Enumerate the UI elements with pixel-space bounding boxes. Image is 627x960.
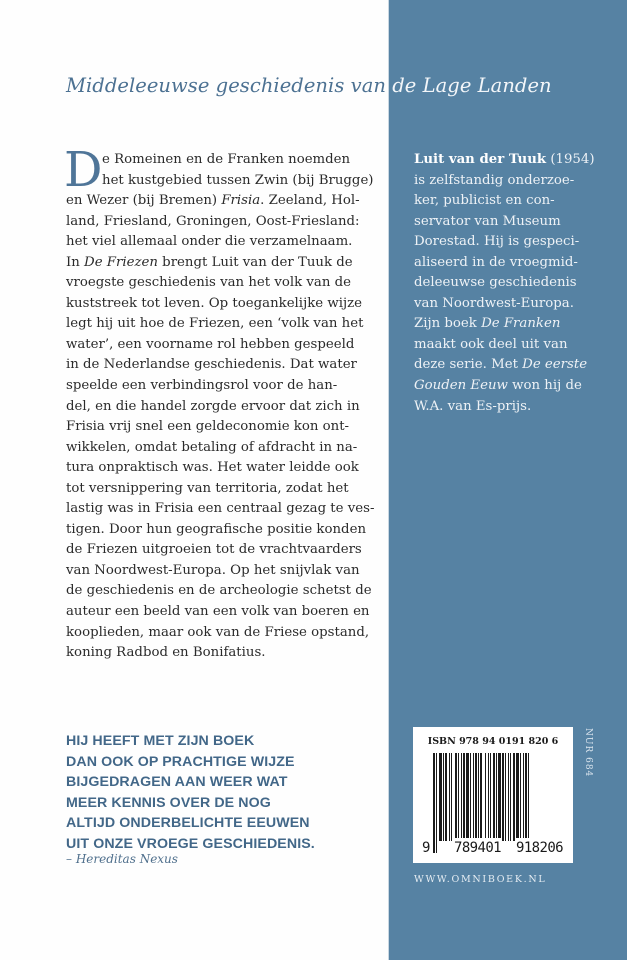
blurb-line: het kustgebied tussen Zwin (bij Brugge): [102, 172, 374, 188]
bio-line: Luit van der Tuuk (1954): [414, 152, 595, 167]
quote-source: – Hereditas Nexus: [66, 852, 178, 866]
barcode-digits-left: 789401: [454, 840, 501, 856]
bio-line: Dorestad. Hij is gespeci-: [414, 234, 580, 250]
isbn-label: ISBN 978 94 0191 820 6: [427, 736, 559, 747]
quote-line: BIJGEDRAGEN AAN WEER WAT: [66, 774, 288, 790]
author-bio: [414, 150, 614, 417]
quote-line: DAN OOK OP PRACHTIGE WIJZE: [66, 753, 295, 770]
review-quote: [66, 731, 386, 854]
blurb-line: water’, een voorname rol hebben gespeeld: [66, 336, 355, 352]
blurb-line: tura onpraktisch was. Het water leidde ook: [66, 460, 359, 476]
bio-line: Gouden Eeuw won hij de: [414, 378, 582, 394]
nur-code: NUR 684: [583, 728, 593, 778]
blurb-line: tot versnippering van territoria, zodat het: [66, 480, 349, 496]
blurb-line: e Romeinen en de Franken noemden: [102, 152, 351, 167]
blurb-line: het viel allemaal onder die verzamelnaam.: [66, 234, 353, 250]
quote-line: HIJ HEEFT MET ZIJN BOEK: [66, 733, 255, 749]
blurb-line: kooplieden, maar ook van de Friese opstand,: [66, 624, 370, 640]
blurb-line: koning Radbod en Bonifatius.: [66, 645, 266, 661]
series-title-right: de Lage Landen: [392, 74, 552, 97]
dropcap-letter: D: [64, 142, 103, 198]
quote-line: ALTIJD ONDERBELICHTE EEUWEN: [66, 815, 310, 831]
blurb-line: de Friezen uitgroeien tot de vrachtvaarders: [66, 542, 362, 558]
bio-line: ker, publicist en con-: [414, 193, 555, 209]
blurb-line: del, en die handel zorgde ervoor dat zich in: [66, 398, 360, 414]
bio-line: Zijn boek De Franken: [414, 316, 561, 332]
series-title: [66, 72, 626, 100]
blurb-line: In De Friezen brengt Luit van der Tuuk de: [66, 254, 353, 270]
blurb-line: en Wezer (bij Bremen) Frisia. Zeeland, Hol-: [66, 193, 360, 209]
blurb-line: vroegste geschiedenis van het volk van de: [66, 275, 352, 291]
quote-line: MEER KENNIS OVER DE NOG: [66, 794, 271, 811]
quote-line: UIT ONZE VROEGE GESCHIEDENIS.: [66, 835, 315, 852]
barcode-digits: [419, 838, 569, 858]
blurb-line: wikkelen, omdat betaling of afdracht in na-: [66, 439, 358, 455]
blurb-line: land, Friesland, Groningen, Oost-Friesland:: [66, 213, 360, 229]
barcode-digits-right: 918206: [516, 840, 563, 856]
bio-line: deze serie. Met De eerste: [414, 357, 588, 373]
blurb-line: in de Nederlandse geschiedenis. Dat water: [66, 357, 357, 373]
barcode-digit-lead: 9: [422, 840, 431, 856]
blurb-line: de geschiedenis en de archeologie schetst de: [66, 583, 372, 599]
blurb-line: auteur een beeld van een volk van boeren en: [66, 604, 370, 620]
blurb-line: tigen. Door hun geografische positie konden: [66, 521, 367, 537]
blurb-line: speelde een verbindingsrol voor de han-: [66, 378, 338, 394]
blurb-line: legt hij uit hoe de Friezen, een ‘volk van het: [66, 316, 364, 332]
publisher-website: WWW.OMNIBOEK.NL: [414, 874, 547, 885]
bio-line: maakt ook deel uit van: [414, 336, 568, 352]
blurb-text: [66, 150, 386, 664]
blurb-line: van Noordwest-Europa. Op het snijvlak van: [66, 562, 360, 578]
bio-line: aliseerd in de vroegmid-: [414, 254, 578, 270]
blurb-line: kuststreek tot leven. Op toegankelijke wijze: [66, 295, 362, 311]
bio-line: W.A. van Es-prijs.: [414, 398, 532, 414]
blurb-line: Frisia vrij snel een geldeconomie kon ont-: [66, 419, 350, 435]
isbn-barcode: [413, 727, 573, 863]
bio-line: servator van Museum: [414, 213, 561, 229]
series-title-left: Middeleeuwse geschiedenis van: [66, 74, 386, 97]
bio-line: van Noordwest-Europa.: [414, 295, 574, 311]
bio-line: deleeuwse geschiedenis: [414, 275, 577, 291]
blurb-line: lastig was in Frisia een centraal gezag te ves-: [66, 501, 375, 517]
bio-line: is zelfstandig onderzoe-: [414, 172, 575, 188]
